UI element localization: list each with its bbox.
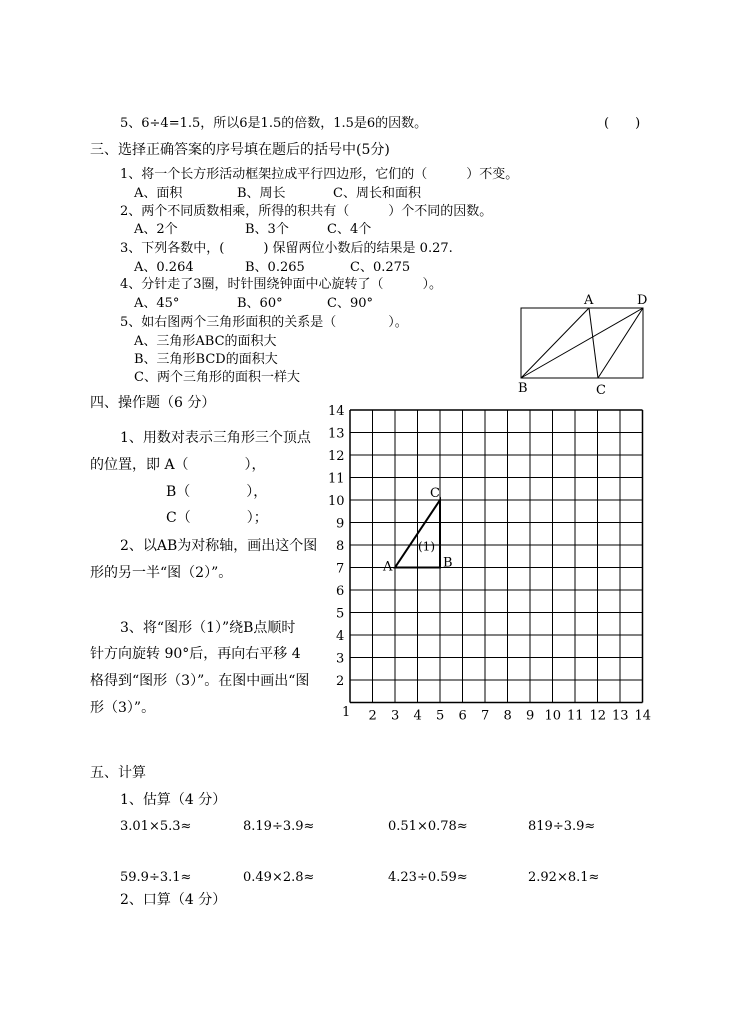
s3-q4-option-a: A、45° [134,296,180,311]
segment-ac [589,308,598,378]
estimate-item: 0.51×0.78≈ [388,819,468,834]
grid-y-label: 13 [328,426,345,442]
grid-y-labels [328,404,345,689]
s3-q3: 3、下列各数中，( ) 保留两位小数后的结果是 0.27. [120,241,453,256]
s4-q3-line4: 形（3）”。 [90,700,156,716]
s3-q5: 5、如右图两个三角形面积的关系是（ ）。 [120,315,408,330]
grid-y-label: 14 [328,404,345,419]
s3-q4: 4、分针走了3圈，时针围绕钟面中心旋转了（ ）。 [120,277,443,292]
s3-q2-option-b: B、3个 [245,222,289,237]
grid-y-label: 2 [336,674,345,689]
judge-q5: 5、6÷4=1.5，所以6是1.5的倍数，1.5是6的因数。 [120,116,428,131]
s3-q4-option-b: B、60° [237,296,283,311]
grid-y-label: 3 [336,651,345,667]
segment-ba [521,308,589,378]
s3-q1-option-a: A、面积 [134,186,183,201]
triangle-shape-label: (1) [418,539,435,554]
estimate-item: 8.19÷3.9≈ [243,819,315,834]
grid-y-label: 8 [336,539,345,554]
grid-x-label: 8 [503,708,512,724]
s4-q2-line1: 2、以AB为对称轴，画出这个图 [120,538,318,554]
segment-bd [521,308,643,378]
grid-x-label: 14 [634,708,652,724]
s3-q3-option-c: C、0.275 [350,260,411,275]
grid-x-label: 6 [458,708,467,724]
s3-q1-option-c: C、周长和面积 [333,186,421,201]
label-b: B [518,381,528,396]
s3-q2: 2、两个不同质数相乘，所得的积共有（ ）个不同的因数。 [120,204,493,219]
grid-y-label: 12 [328,449,345,464]
s4-q1-b: B（ ）， [166,484,268,500]
grid-x-labels [369,709,652,724]
grid-y-label: 10 [328,494,345,509]
grid-y-label: 11 [328,471,345,487]
grid-x-label: 9 [526,708,535,724]
judge-q5-answer-paren[interactable]: ( ) [604,116,641,131]
section5-title: 五、计算 [90,765,146,781]
s3-q1: 1、将一个长方形活动框架拉成平行四边形，它们的（ ）不变。 [120,167,519,182]
grid-y-label: 7 [336,561,345,577]
triangle-label-a: A [383,559,393,575]
estimate-item: 0.49×2.8≈ [243,870,315,885]
grid-x-label: 2 [368,708,377,724]
s3-q3-option-b: B、0.265 [245,260,305,275]
s4-q1-line1: 1、用数对表示三角形三个顶点 [120,430,311,446]
grid-x-label: 4 [413,708,422,724]
estimate-item: 4.23÷0.59≈ [388,870,468,885]
s3-q1-option-b: B、周长 [237,186,286,201]
section3-title: 三、选择正确答案的序号填在题后的括号中(5分) [90,142,390,158]
s3-q5-option-c: C、两个三角形的面积一样大 [134,370,300,385]
estimate-item: 3.01×5.3≈ [120,819,192,834]
triangle-area-figure [510,288,660,398]
grid-x-label: 11 [567,708,584,724]
grid-x-label: 7 [481,708,490,724]
s4-q3-line2: 针方向旋转 90°后，再向右平移 4 [90,646,301,662]
grid-y-label: 6 [336,584,345,599]
s3-q2-option-a: A、2个 [134,222,178,237]
grid-origin-label: 1 [342,705,351,720]
grid-x-label: 5 [436,708,445,724]
estimate-item: 2.92×8.1≈ [528,870,600,885]
s3-q5-option-a: A、三角形ABC的面积大 [134,334,277,349]
estimate-item: 59.9÷3.1≈ [120,870,192,885]
estimate-item: 819÷3.9≈ [528,819,596,834]
label-d: D [637,293,648,308]
grid-x-label: 3 [391,708,400,724]
s4-q2-line2: 形的另一半“图（2）”。 [90,565,233,581]
grid-x-label: 12 [589,708,607,724]
section4-title: 四、操作题（6 分） [90,395,216,411]
s4-q1-c: C（ ）； [166,510,268,526]
grid-y-label: 4 [336,629,345,644]
s4-q1-line2: 的位置，即 A（ ）， [90,457,266,473]
label-c: C [596,383,606,398]
s3-q5-option-b: B、三角形BCD的面积大 [134,352,278,367]
s3-q4-option-c: C、90° [327,296,373,311]
s3-q2-option-c: C、4个 [327,222,372,237]
coordinate-grid[interactable] [320,398,670,728]
s3-q3-option-a: A、0.264 [134,260,194,275]
grid-y-label: 9 [336,516,345,532]
triangle-label-c: C [430,486,440,501]
grid-lines [350,410,643,703]
grid-x-label: 10 [544,708,562,724]
segment-cd [598,308,643,378]
s4-q3-line3: 格得到“图形（3）”。在图中画出“图 [90,673,310,689]
grid-y-label: 5 [336,606,345,622]
s5-oral-title: 2、口算（4 分） [120,892,227,908]
s5-estimate-title: 1、估算（4 分） [120,792,227,808]
grid-x-label: 13 [612,708,629,724]
s4-q3-line1: 3、将“图形（1）”绕B点顺时 [120,620,296,636]
triangle-label-b: B [443,555,453,571]
label-a: A [584,293,594,308]
